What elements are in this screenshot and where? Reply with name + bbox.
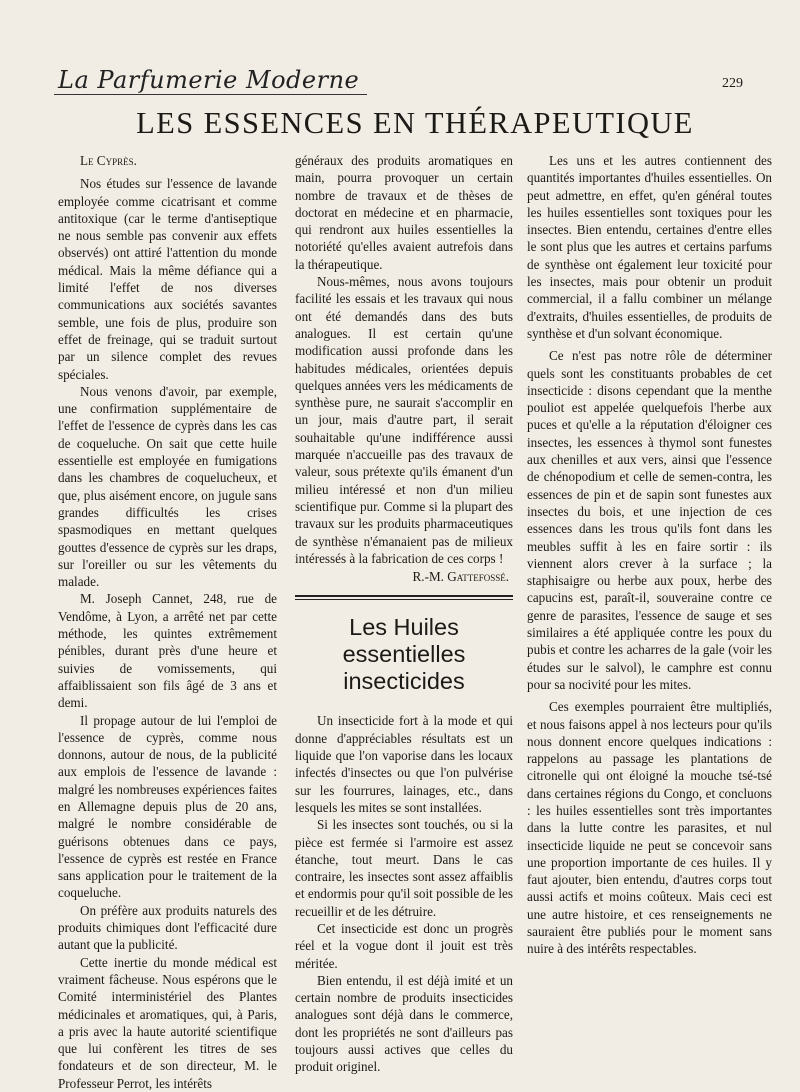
- paragraph: Cet insecticide est donc un progrès réel et la vogue dont il jouit est très méritée.: [295, 920, 513, 971]
- column-1: [58, 152, 277, 1092]
- paragraph: Les uns et les autres contiennent des quantités importantes d'huiles essentielles. On peut admettre, en effet, qu'en général toutes les huiles essentielles sont toxiques pour les insectes. Bien entendu, certaines d'entre elles le sont plus que les autres et certains parfums de synthèse ont également leur toxicité pour les insectes, mais pour obtenir un produit commercial, il a fallu combiner un mélange d'extraits, d'huiles essentielles, de produits de synthèse et d'un solvant économique.: [527, 153, 772, 341]
- paragraph: M. Joseph Cannet, 248, rue de Vendôme, à Lyon, a arrêté net par cette méthode, les quintes extrêmement pénibles, durant près d'une heure et suivies de vomissements, qui affaiblissaient son fils âgé de 3 ans et demi.: [58, 591, 277, 711]
- paragraph: Cette inertie du monde médical est vraiment fâcheuse. Nous espérons que le Comité interministériel des Plantes médicinales et aromatiques, qui, à Paris, a pris avec la haute autorité scientifique que lui confèrent les titres de ses fondateurs et de son directeur, M. le Professeur Perrot, les intérêts: [58, 954, 277, 1091]
- paragraph: généraux des produits aromatiques en main, pourra provoquer un certain nombre de travaux et de thèses de doctorat en médecine et en pharmacie, qui rendront aux huiles essentielles la notoriété qu'elles avaient autrefois dans la thérapeutique.: [295, 153, 513, 272]
- paragraph: Si les insectes sont touchés, ou si la pièce est fermée si l'armoire est assez étanche, tout meurt. Dans le cas contraire, les insectes sont assez affaiblis et endormis pour qu'il soit possible de les recueillir et de les détruire.: [295, 817, 513, 919]
- section-divider: [295, 595, 513, 600]
- paragraph: Nos études sur l'essence de lavande employée comme cicatrisant et comme antitoxique (car le terme d'antiseptique ne nous semble pas convenir aux effets observés) ont attiré l'attention du monde médical. Mais la même défiance qui a limité l'effet de nos diverses communications aux sociétés savantes semble, une fois de plus, produire son effet de freinage, qui se traduit surtout par un silence complet des revues spéciales.: [58, 176, 277, 382]
- paragraph: Nous venons d'avoir, par exemple, une confirmation supplémentaire de l'effet de l'essence de cyprès dans les cas de coqueluche. On sait que cette huile essentielle est employée en fumigations dans les chambres de coquelucheux, et que, plus aisément encore, on jugule sans grandes difficultés les crises spasmodiques en mettant quelques gouttes d'essence de cyprès sur les draps, sur l'oreiller ou sur les vêtements du malade.: [58, 383, 277, 590]
- paragraph: Il propage autour de lui l'emploi de l'essence de cyprès, comme nous donnons, autour de nous, de la publicité aux emplois de l'essence de lavande : malgré les nombreuses expériences faites en Allemagne depuis plus de 20 ans, malgré le nombre considérable de guérisons obtenues dans ce pays, l'essence de cyprès est restée en France sans application pour le traitement de la coqueluche.: [58, 712, 277, 901]
- running-title: [58, 66, 359, 94]
- journal-name: La Parfumerie Moderne: [58, 66, 360, 94]
- column-3: [527, 152, 772, 958]
- author-signature: R.-M. Gattefossé.: [412, 569, 509, 585]
- paragraph: On préfère aux produits naturels des produits chimiques dont l'efficacité dure autant que la publicité.: [58, 902, 277, 953]
- paragraph: Bien entendu, il est déjà imité et un certain nombre de produits insecticides analogues sont déjà dans le commerce, dont les propriétés ne sont d'ailleurs pas toujours aussi actives que celles du produit originel.: [295, 972, 513, 1075]
- paragraph: Un insecticide fort à la mode et qui donne d'appréciables résultats est un liquide que l'on vaporise dans les locaux infectés d'insectes ou que l'on pulvérise sur les fourrures, lainages, etc., dans lesquels les mites se sont installées.: [295, 713, 513, 815]
- article-title: Les Huiles essentielles insecticides: [342, 614, 466, 695]
- section-heading: Le Cyprès.: [80, 153, 137, 168]
- paragraph: Ce n'est pas notre rôle de déterminer quels sont les constituants probables de cet insecticide : disons cependant que la menthe pouliot est appelée quelquefois l'herbe aux puces et qu'elle a la réputation d'éloigner ces insectes, les essences à thymol sont funestes aux chenilles et aux vers, ainsi que l'essence de chénopodium et celle de semen-contra, les essences de pin et de sapin sont funestes aux insectes du bois, et une injection de ces essences dans les trous qu'ils font dans les meubles suffit à les en faire sortir : ils viennent alors crever à la surface ; la staphisaigre ou herbe aux poux, herbe des capucins est, paraît-il, souveraine contre ce genre de parasites, l'essence de sauge et ses similaires a été appliquée contre les poux du pubis et contre les acharres de la gale (voir les études sur le salvol), le camphre est connu pour sa nocivité pour les mites.: [527, 348, 772, 692]
- running-title-underline: [54, 94, 367, 95]
- column-2: [295, 152, 513, 1076]
- page-title: LES ESSENCES EN THÉRAPEUTIQUE: [136, 106, 694, 140]
- paragraph: Nous-mêmes, nous avons toujours facilité les essais et les travaux qui nous ont été demandés dans des buts analogues. Il est certain qu'une modification aussi profonde dans les habitudes médicales, orientées depuis quelques années vers les médicaments de synthèse pure, ne saurait s'accomplir en un jour, mais d'autre part, il serait souhaitable qu'une indifférence aussi marquée n'accueille pas des travaux de valeur, sous prétexte qu'ils émanent d'un milieu intéressé et non d'un milieu scientifique pur. Comme si la plupart des travaux sur les produits pharmaceutiques de synthèse n'émanaient pas de milieux intéressés à la fabrication de ces corps !: [295, 274, 513, 566]
- paragraph: Ces exemples pourraient être multipliés, et nous faisons appel à nos lecteurs pour qu'ils nous donnent encore quelques indications : rappelons au passage les plantations de citronelle qui ont éloigné la mouche tsé-tsé dans certaines régions du Congo, et concluons : les huiles essentielles sont très importantes dans la lutte contre les parasites, et nul insecticide liquide ne peut se concevoir sans une proportion importante de ces huiles. Il y faut ajouter, bien entendu, d'autres corps tout aussi actifs et moins coûteux. Mais ceci est une autre histoire, et ces renseignements ne sauraient être publiés pour le moment sans nuire à des intérêts respectables.: [527, 699, 772, 957]
- page-number: 229: [722, 76, 743, 91]
